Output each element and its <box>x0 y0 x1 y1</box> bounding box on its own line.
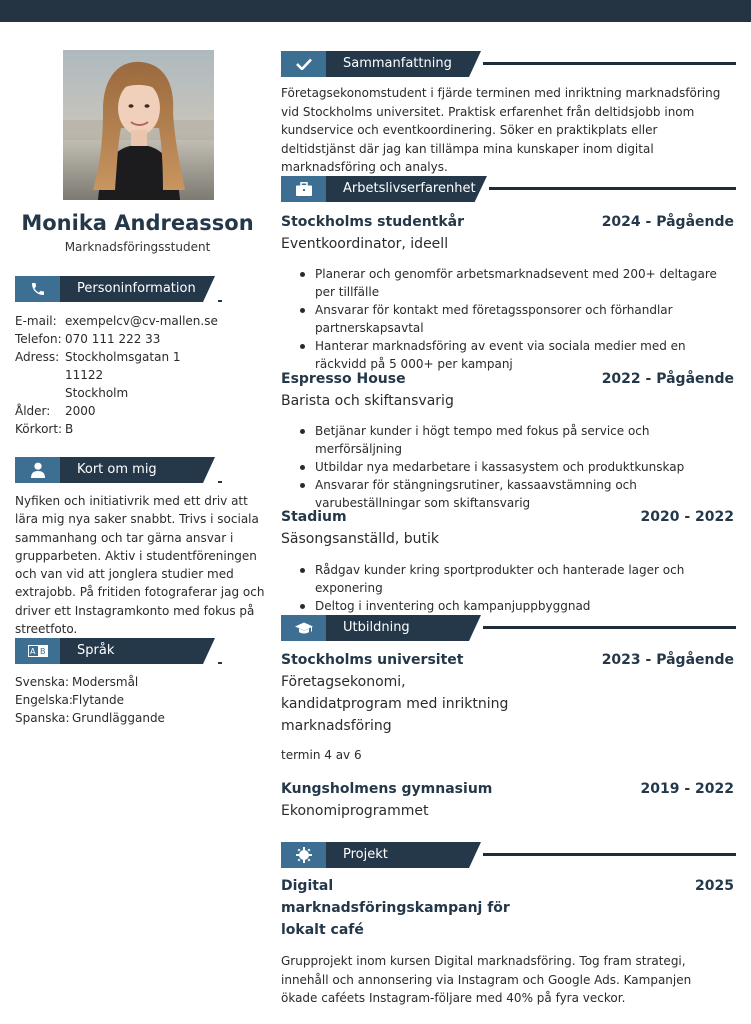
project-title-line: marknadsföringskampanj för <box>281 900 510 916</box>
section-title-summary: Sammanfattning <box>343 56 452 71</box>
education-program-line: Företagsekonomi, <box>281 674 406 690</box>
list-item: Hanterar marknadsföring av event via sociala medier med en räckvidd på 5 000+ per kampanj <box>300 337 735 373</box>
user-icon <box>31 462 45 478</box>
about-text: Nyfiken och initiativrik med ett driv att lära mig nya saker snabbt. Trivs i sociala sammanhang och tar gärna ansvar i grupparbeten. Aktiv i studentföreningen och van vid att jonglera studier med extrajobb. På fritiden fotograferar jag och driver ett Instagramkonto med fokus på streetfoto. <box>15 494 265 637</box>
section-header-experience <box>281 176 736 202</box>
education-date: 2019 - 2022 <box>640 781 734 797</box>
list-item: Deltog i inventering och kampanjuppbyggnad <box>300 597 735 615</box>
check-icon <box>296 58 312 70</box>
graduation-cap-icon <box>295 622 313 635</box>
job-date: 2020 - 2022 <box>640 509 734 525</box>
section-header-personal <box>15 276 265 303</box>
project-description: Grupprojekt inom kursen Digital marknadsföring. Tog fram strategi, innehåll och annonsering via Instagram och Google Ads. Kampanjen ökade caféets Instagram-följare med 40% på fyra veckor. <box>281 954 692 1005</box>
job-organization: Stockholms studentkår <box>281 214 465 230</box>
phone-icon <box>30 281 46 297</box>
list-item: Utbildar nya medarbetare i kassasystem och produktkunskap <box>300 458 735 476</box>
education-program-line: kandidatprogram med inriktning <box>281 696 509 712</box>
education-note: termin 4 av 6 <box>281 748 362 762</box>
list-item: Rådgav kunder kring sportprodukter och hanterade lager och exponering <box>300 561 735 597</box>
section-title-projects: Projekt <box>343 847 388 862</box>
job-organization: Espresso House <box>281 371 406 387</box>
education-program-line: marknadsföring <box>281 718 392 734</box>
education-institution: Kungsholmens gymnasium <box>281 781 493 797</box>
svg-text:B: B <box>39 647 45 656</box>
section-title-about: Kort om mig <box>77 462 157 477</box>
job-bullets <box>300 422 735 512</box>
project-date: 2025 <box>695 878 734 894</box>
section-title-languages: Språk <box>77 643 115 658</box>
section-header-education <box>281 615 736 641</box>
job-bullets <box>300 561 735 615</box>
section-header-projects <box>281 842 736 868</box>
section-header-summary <box>281 51 736 77</box>
gear-icon <box>296 847 312 863</box>
job-date: 2024 - Pågående <box>601 214 734 230</box>
profile-photo <box>63 50 214 200</box>
job-bullets <box>300 265 735 373</box>
project-title-line: lokalt café <box>281 922 364 938</box>
list-item: Planerar och genomför arbetsmarknadsevent med 200+ deltagare per tillfälle <box>300 265 735 301</box>
job-organization: Stadium <box>281 509 347 525</box>
briefcase-icon <box>296 182 312 196</box>
section-title-personal: Personinformation <box>77 281 196 296</box>
list-item: Ansvarar för kontakt med företagssponsorer och förhandlar partnerskapsavtal <box>300 301 735 337</box>
section-title-education: Utbildning <box>343 620 410 635</box>
person-name: Monika Andreasson <box>21 211 254 235</box>
education-program-line: Ekonomiprogrammet <box>281 803 429 819</box>
education-institution: Stockholms universitet <box>281 652 464 668</box>
section-header-languages <box>15 638 265 665</box>
person-role: Marknadsföringsstudent <box>64 240 211 254</box>
job-role: Säsongsanställd, butik <box>281 531 440 547</box>
job-date: 2022 - Pågående <box>601 371 734 387</box>
section-title-experience: Arbetslivserfarenhet <box>343 181 476 196</box>
list-item: Ansvarar för stängningsrutiner, kassaavstämning och varubeställningar som skiftansvarig <box>300 476 735 512</box>
section-header-about <box>15 457 265 484</box>
list-item: Betjänar kunder i högt tempo med fokus på service och merförsäljning <box>300 422 735 458</box>
svg-text:A: A <box>29 647 35 656</box>
summary-text: Företagsekonomstudent i fjärde terminen med inriktning marknadsföring vid Stockholms universitet. Praktisk erfarenhet från deltidsjobb inom kundservice och eventkoordinering. Söker en praktikplats eller deltidstjänst där jag kan tillämpa mina kunskaper inom digital marknadsföring och analys. <box>281 86 721 174</box>
project-title-line: Digital <box>281 878 334 894</box>
language-icon <box>28 645 48 657</box>
education-date: 2023 - Pågående <box>601 652 734 668</box>
job-role: Eventkoordinator, ideell <box>281 236 449 252</box>
job-role: Barista och skiftansvarig <box>281 393 454 409</box>
top-banner <box>0 0 751 22</box>
